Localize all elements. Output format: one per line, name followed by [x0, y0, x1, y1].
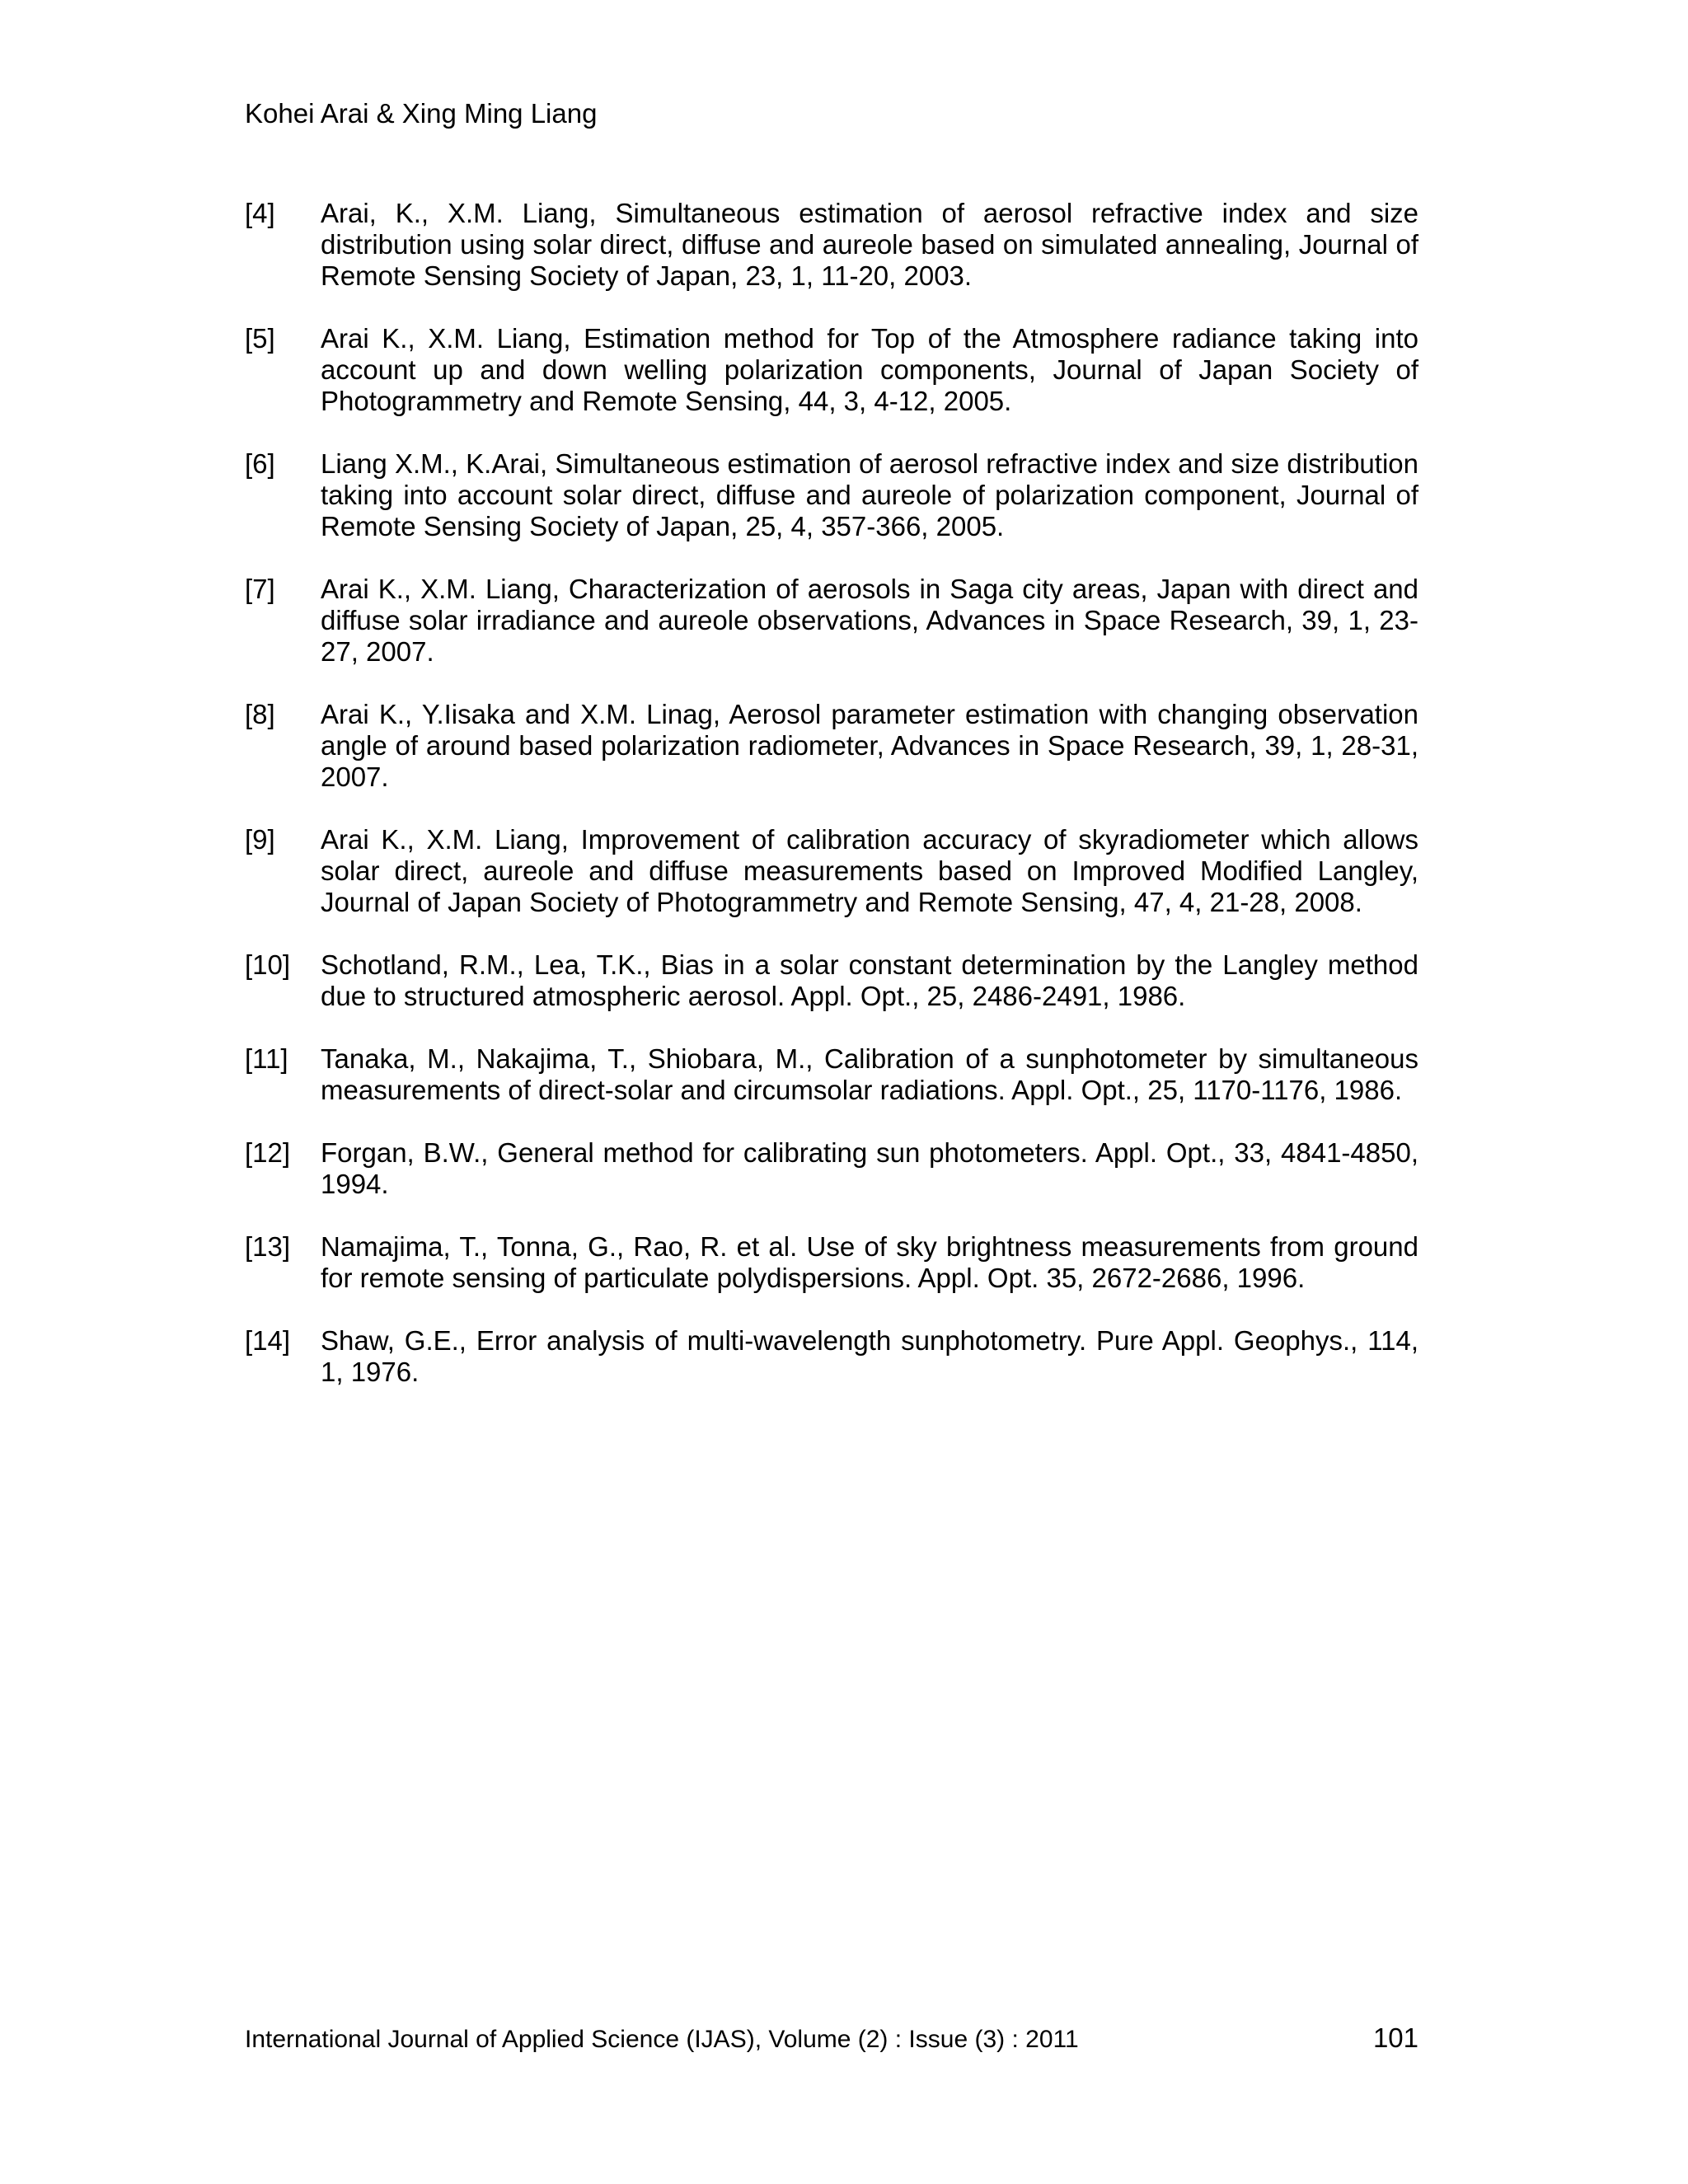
reference-text: Tanaka, M., Nakajima, T., Shiobara, M., Calibration of a sunphotometer by simultaneous measurements of direct-solar and circumsolar radiations. Appl. Opt., 25, 1170-1176, 1986.: [321, 1043, 1418, 1105]
reference-number: [6]: [245, 448, 275, 479]
reference-number: [9]: [245, 824, 275, 855]
reference-text: Forgan, B.W., General method for calibrating sun photometers. Appl. Opt., 33, 4841-4850, 1994.: [321, 1137, 1418, 1199]
reference-number: [11]: [245, 1043, 288, 1074]
reference-text: Arai, K., X.M. Liang, Simultaneous estimation of aerosol refractive index and size distribution using solar direct, diffuse and aureole based on simulated annealing, Journal of Remote Sensing Society of Japan, 23, 1, 11-20, 2003.: [321, 198, 1418, 291]
reference-number: [10]: [245, 949, 291, 980]
reference-text: Namajima, T., Tonna, G., Rao, R. et al. Use of sky brightness measurements from ground for remote sensing of particulate polydispersions. Appl. Opt. 35, 2672-2686, 1996.: [321, 1231, 1418, 1293]
reference-item: [245, 1325, 1418, 1388]
reference-item: [245, 824, 1418, 918]
reference-text: Arai K., X.M. Liang, Improvement of calibration accuracy of skyradiometer which allows solar direct, aureole and diffuse measurements based on Improved Modified Langley, Journal of Japan Society of Photogrammetry and Remote Sensing, 47, 4, 21-28, 2008.: [321, 824, 1418, 917]
reference-number: [7]: [245, 574, 275, 604]
reference-item: [245, 1043, 1418, 1106]
reference-item: [245, 699, 1418, 793]
reference-number: [5]: [245, 323, 275, 354]
footer-journal-info: International Journal of Applied Science (IJAS), Volume (2) : Issue (3) : 2011: [245, 2026, 1079, 2053]
reference-text: Shaw, G.E., Error analysis of multi-wavelength sunphotometry. Pure Appl. Geophys., 114, 1, 1976.: [321, 1325, 1418, 1387]
page-number: 101: [1372, 2022, 1418, 2053]
reference-text: Arai K., X.M. Liang, Characterization of aerosols in Saga city areas, Japan with direct and diffuse solar irradiance and aureole observations, Advances in Space Research, 39, 1, 23-27, 2007.: [321, 574, 1418, 667]
reference-item: [245, 574, 1418, 668]
reference-number: [13]: [245, 1231, 291, 1262]
reference-item: [245, 198, 1418, 292]
reference-item: [245, 323, 1418, 417]
reference-item: [245, 448, 1418, 542]
reference-text: Arai K., X.M. Liang, Estimation method for Top of the Atmosphere radiance taking into account up and down welling polarization components, Journal of Japan Society of Photogrammetry and Remote Sensing, 44, 3, 4-12, 2005.: [321, 323, 1418, 416]
reference-number: [8]: [245, 699, 275, 729]
running-head-authors: Kohei Arai & Xing Ming Liang: [245, 98, 598, 129]
reference-item: [245, 1231, 1418, 1294]
reference-number: [4]: [245, 198, 275, 228]
reference-number: [12]: [245, 1137, 291, 1168]
reference-text: Liang X.M., K.Arai, Simultaneous estimation of aerosol refractive index and size distribution taking into account solar direct, diffuse and aureole of polarization component, Journal of Remote Sensing Society of Japan, 25, 4, 357-366, 2005.: [321, 448, 1418, 541]
reference-text: Arai K., Y.Iisaka and X.M. Linag, Aerosol parameter estimation with changing observation angle of around based polarization radiometer, Advances in Space Research, 39, 1, 28-31, 2007.: [321, 699, 1418, 792]
reference-item: [245, 949, 1418, 1012]
reference-text: Schotland, R.M., Lea, T.K., Bias in a solar constant determination by the Langley method due to structured atmospheric aerosol. Appl. Opt., 25, 2486-2491, 1986.: [321, 949, 1418, 1011]
reference-number: [14]: [245, 1325, 291, 1356]
reference-item: [245, 1137, 1418, 1200]
reference-list: [245, 198, 1418, 1419]
